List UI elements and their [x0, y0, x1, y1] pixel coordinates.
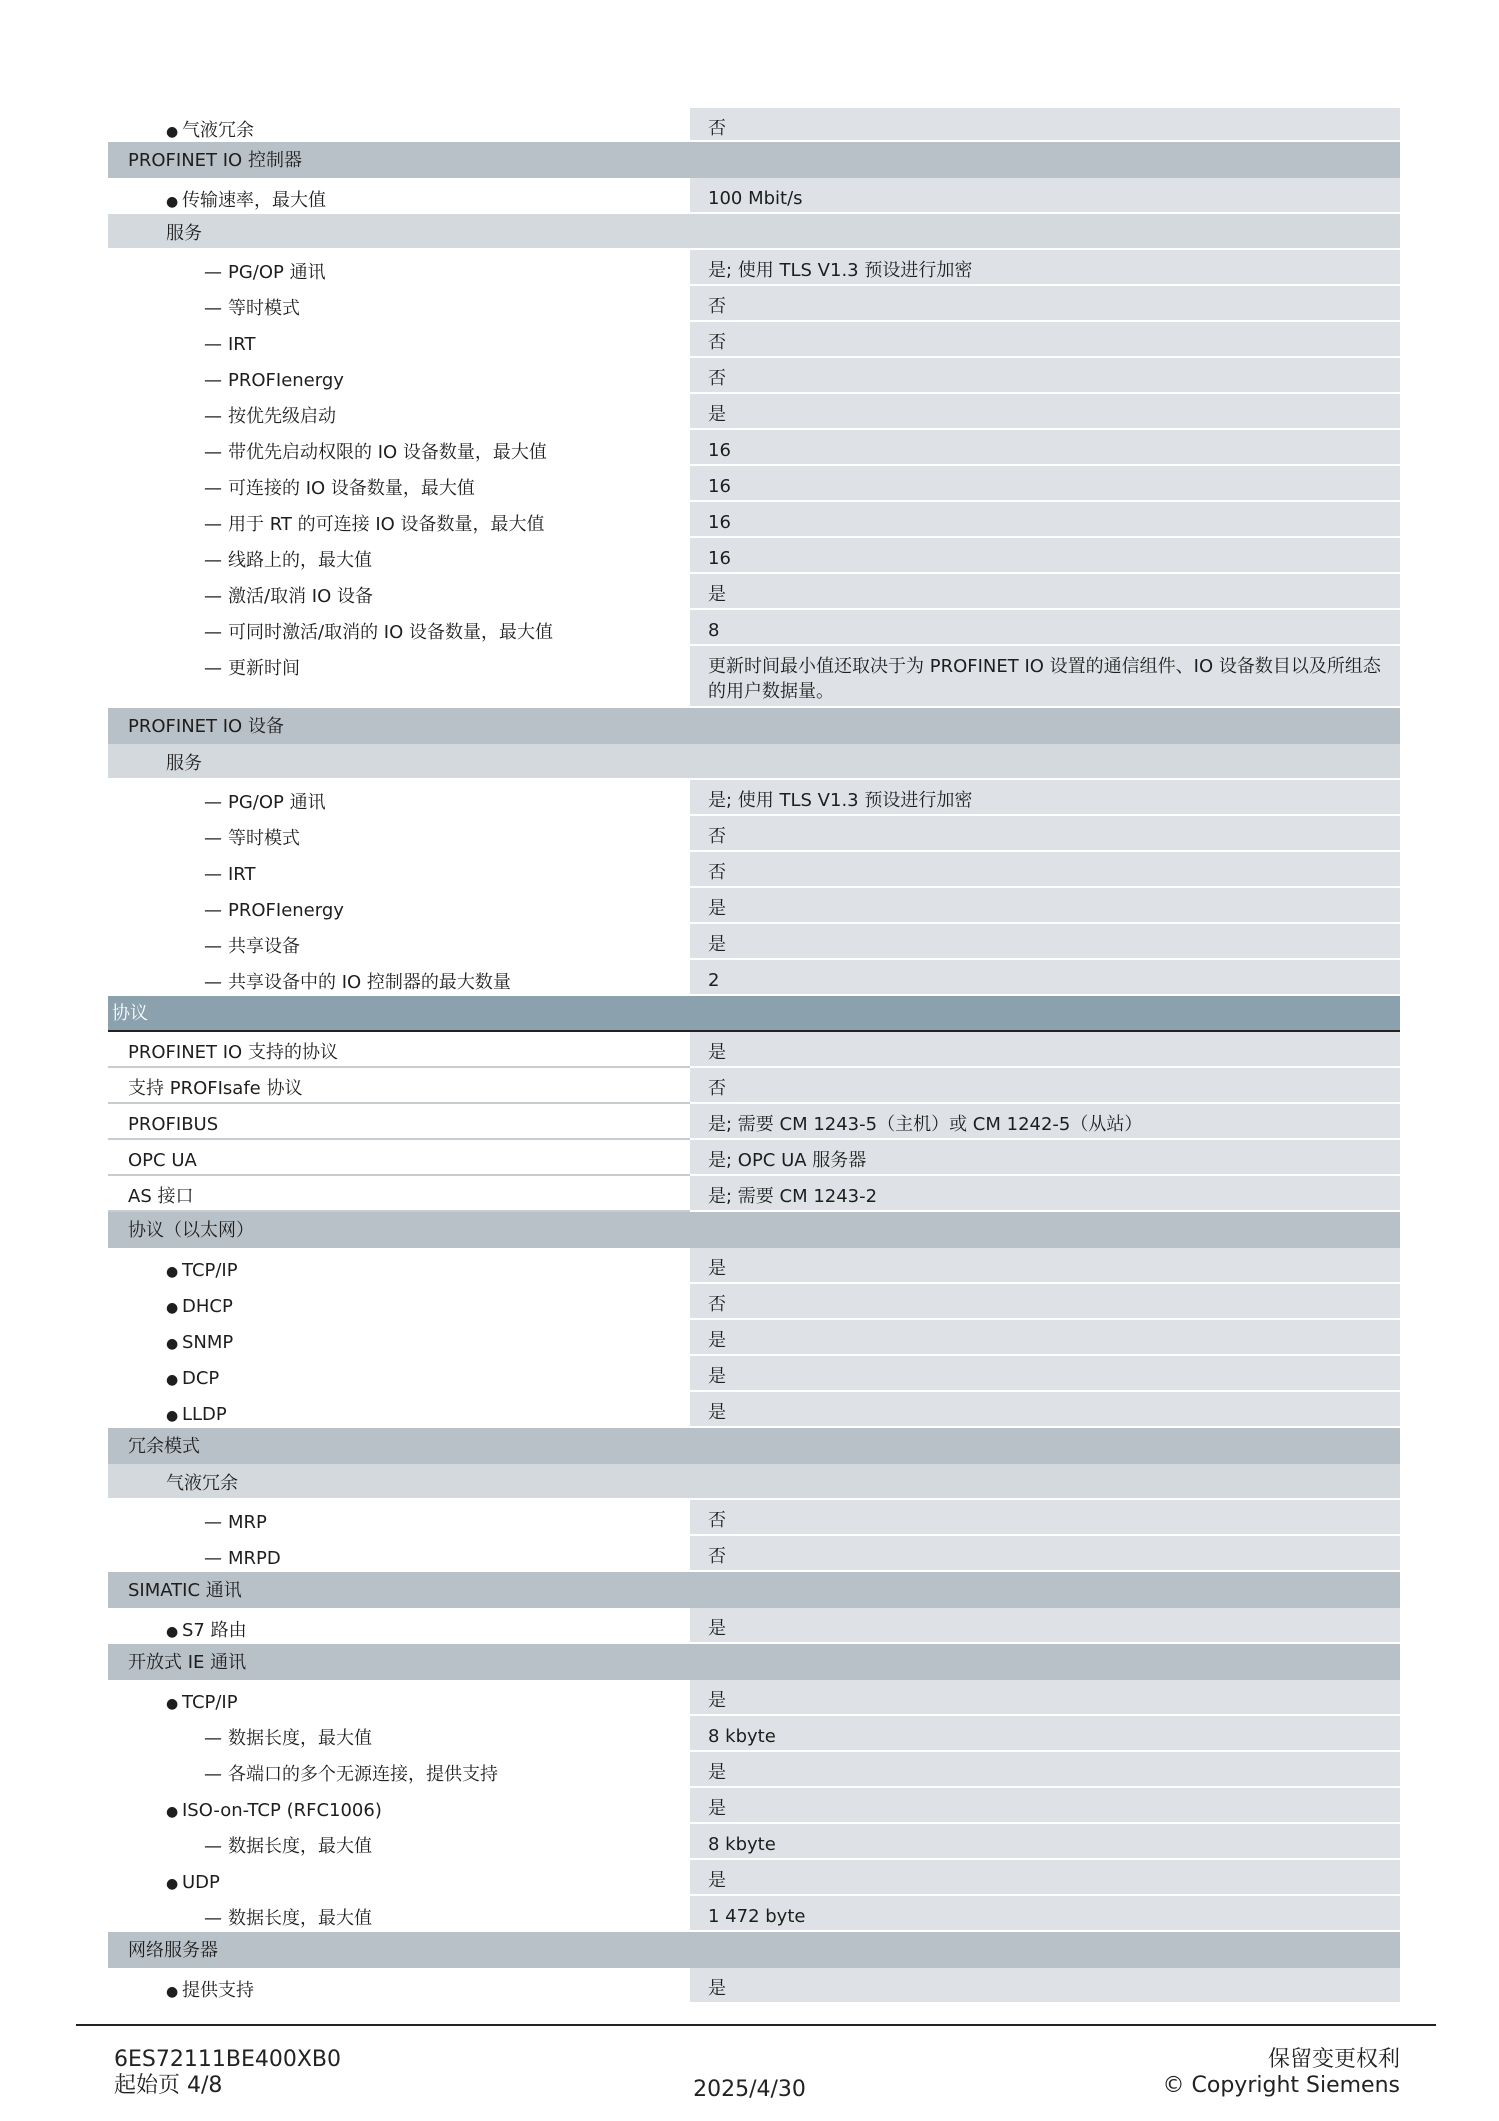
dash-marker: —: [204, 370, 222, 391]
spec-row: [108, 960, 1400, 996]
spec-label: [108, 852, 690, 888]
spec-row: [108, 1392, 1400, 1428]
spec-label: [108, 888, 690, 924]
spec-row: [108, 1284, 1400, 1320]
spec-label: [108, 538, 690, 574]
footer-rule: [76, 2024, 1436, 2026]
bullet-icon: ●: [166, 1264, 179, 1280]
spec-label-text: 共享设备中的 IO 控制器的最大数量: [228, 972, 511, 993]
section-title: 气液冗余: [166, 1473, 238, 1494]
spec-value: 更新时间最小值还取决于为 PROFINET IO 设置的通信组件、IO 设备数目以及所组态的用户数据量。: [690, 646, 1400, 708]
spec-label: [108, 1608, 690, 1644]
rights-notice: 保留变更权利: [1267, 2047, 1400, 2072]
dash-marker: —: [204, 406, 222, 427]
spec-row: [108, 250, 1400, 286]
spec-value: 是; 需要 CM 1243-5（主机）或 CM 1242-5（从站）: [690, 1104, 1400, 1140]
spec-row: [108, 466, 1400, 502]
section-title: 协议（以太网）: [128, 1220, 254, 1241]
spec-label: [108, 1068, 690, 1104]
spec-value: 否: [690, 108, 1400, 142]
spec-label-text: 等时模式: [228, 828, 300, 849]
spec-row: [108, 1068, 1400, 1104]
spec-label: [108, 1824, 690, 1860]
spec-value: 是: [690, 1608, 1400, 1644]
dash-marker: —: [204, 1548, 222, 1569]
spec-row: [108, 1716, 1400, 1752]
spec-label-text: 支持 PROFIsafe 协议: [128, 1078, 303, 1099]
spec-label-text: 提供支持: [182, 1980, 254, 2001]
spec-row: [108, 780, 1400, 816]
spec-label: [108, 502, 690, 538]
spec-row: [108, 286, 1400, 322]
spec-label-text: 传输速率，最大值: [182, 190, 326, 211]
spec-label-text: IRT: [228, 864, 256, 885]
section-header: [108, 1572, 1400, 1608]
spec-value: 8 kbyte: [690, 1824, 1400, 1860]
spec-row: [108, 108, 1400, 142]
footer-date: 2025/4/30: [693, 2077, 806, 2102]
spec-value: 是; 使用 TLS V1.3 预设进行加密: [690, 250, 1400, 286]
spec-label: [108, 1860, 690, 1896]
section-header: [108, 708, 1400, 744]
spec-label: [108, 1320, 690, 1356]
section-title: SIMATIC 通讯: [128, 1580, 242, 1601]
spec-label-text: PG/OP 通讯: [228, 792, 326, 813]
spec-label: [108, 1176, 690, 1212]
dash-marker: —: [204, 442, 222, 463]
spec-value: 是; 使用 TLS V1.3 预设进行加密: [690, 780, 1400, 816]
subsection-header: [108, 744, 1400, 780]
spec-row: [108, 1536, 1400, 1572]
dash-marker: —: [204, 1512, 222, 1533]
spec-row: [108, 1896, 1400, 1932]
section-header: [108, 1428, 1400, 1464]
spec-label: [108, 430, 690, 466]
spec-label-text: 线路上的，最大值: [228, 550, 372, 571]
spec-label: [108, 394, 690, 430]
spec-label: [108, 108, 690, 142]
spec-label-text: S7 路由: [182, 1620, 247, 1641]
section-title: 冗余模式: [128, 1436, 200, 1457]
bullet-icon: ●: [166, 1408, 179, 1424]
spec-row: [108, 610, 1400, 646]
spec-label-text: PROFINET IO 支持的协议: [128, 1042, 338, 1063]
spec-row: [108, 1752, 1400, 1788]
section-header: [108, 142, 1400, 178]
spec-label: [108, 960, 690, 996]
spec-label-text: 按优先级启动: [228, 406, 336, 427]
spec-row: [108, 1176, 1400, 1212]
dash-marker: —: [204, 1728, 222, 1749]
spec-label: [108, 1500, 690, 1536]
spec-value: 否: [690, 1284, 1400, 1320]
spec-row: [108, 538, 1400, 574]
spec-label-text: IRT: [228, 334, 256, 355]
spec-label: [108, 322, 690, 358]
spec-label-text: 数据长度，最大值: [228, 1908, 372, 1929]
spec-label: [108, 250, 690, 286]
spec-row: [108, 430, 1400, 466]
page-number: 起始页 4/8: [114, 2073, 223, 2098]
spec-label-text: AS 接口: [128, 1186, 194, 1207]
spec-label: [108, 1680, 690, 1716]
spec-label-text: 各端口的多个无源连接，提供支持: [228, 1764, 498, 1785]
spec-value: 是: [690, 1356, 1400, 1392]
footer-right: [1163, 2047, 1400, 2099]
spec-row: [108, 1824, 1400, 1860]
spec-label-text: TCP/IP: [182, 1260, 238, 1281]
spec-label: [108, 358, 690, 394]
bullet-icon: ●: [166, 1372, 179, 1388]
spec-label: [108, 924, 690, 960]
spec-value: 是: [690, 1032, 1400, 1068]
spec-row: [108, 1140, 1400, 1176]
spec-label: [108, 1968, 690, 2004]
copyright-notice: © Copyright Siemens: [1162, 2073, 1400, 2098]
subsection-header: [108, 1464, 1400, 1500]
spec-label: [108, 1356, 690, 1392]
spec-label-text: 更新时间: [228, 658, 300, 679]
spec-value: 是: [690, 1680, 1400, 1716]
spec-row: [108, 1356, 1400, 1392]
spec-label-text: 数据长度，最大值: [228, 1836, 372, 1857]
spec-value: 是: [690, 1860, 1400, 1896]
spec-row: [108, 322, 1400, 358]
spec-row: [108, 1032, 1400, 1068]
spec-label-text: 用于 RT 的可连接 IO 设备数量，最大值: [228, 514, 545, 535]
spec-value: 是: [690, 924, 1400, 960]
spec-label-text: 带优先启动权限的 IO 设备数量，最大值: [228, 442, 547, 463]
dash-marker: —: [204, 298, 222, 319]
bullet-icon: ●: [166, 1804, 179, 1820]
dash-marker: —: [204, 972, 222, 993]
spec-label: [108, 178, 690, 214]
dash-marker: —: [204, 550, 222, 571]
section-title: 服务: [166, 753, 202, 774]
spec-row: [108, 502, 1400, 538]
spec-label-text: OPC UA: [128, 1150, 197, 1171]
section-header: [108, 1212, 1400, 1248]
spec-value: 8 kbyte: [690, 1716, 1400, 1752]
spec-label: [108, 610, 690, 646]
spec-value: 是: [690, 888, 1400, 924]
dash-marker: —: [204, 792, 222, 813]
spec-value: 是: [690, 574, 1400, 610]
spec-row: [108, 888, 1400, 924]
spec-label: [108, 1896, 690, 1932]
dash-marker: —: [204, 1908, 222, 1929]
spec-value: 否: [690, 286, 1400, 322]
dash-marker: —: [204, 334, 222, 355]
spec-row: [108, 358, 1400, 394]
spec-row: [108, 394, 1400, 430]
spec-label: [108, 1392, 690, 1428]
dash-marker: —: [204, 828, 222, 849]
section-title: PROFINET IO 设备: [128, 716, 284, 737]
dash-marker: —: [204, 586, 222, 607]
spec-value: 16: [690, 538, 1400, 574]
spec-label-text: TCP/IP: [182, 1692, 238, 1713]
section-title: 网络服务器: [128, 1940, 218, 1961]
spec-label-text: ISO-on-TCP (RFC1006): [182, 1800, 382, 1821]
spec-row: [108, 646, 1400, 708]
subsection-header: [108, 214, 1400, 250]
spec-label-text: 激活/取消 IO 设备: [228, 586, 373, 607]
dash-marker: —: [204, 514, 222, 535]
spec-row: [108, 1680, 1400, 1716]
spec-value: 100 Mbit/s: [690, 178, 1400, 214]
spec-label-text: MRPD: [228, 1548, 281, 1569]
spec-label: [108, 1536, 690, 1572]
spec-row: [108, 178, 1400, 214]
spec-label-text: 可连接的 IO 设备数量，最大值: [228, 478, 475, 499]
bullet-icon: ●: [166, 1300, 179, 1316]
section-title: 协议: [112, 1003, 148, 1024]
dash-marker: —: [204, 864, 222, 885]
category-header: [108, 996, 1400, 1032]
spec-value: 16: [690, 430, 1400, 466]
bullet-icon: ●: [166, 1624, 179, 1640]
spec-value: 否: [690, 816, 1400, 852]
spec-row: [108, 574, 1400, 610]
bullet-icon: ●: [166, 1696, 179, 1712]
spec-value: 是: [690, 1968, 1400, 2004]
dash-marker: —: [204, 622, 222, 643]
spec-label: [108, 1716, 690, 1752]
spec-label: [108, 1140, 690, 1176]
spec-label: [108, 1032, 690, 1068]
spec-value: 是: [690, 394, 1400, 430]
spec-label-text: PG/OP 通讯: [228, 262, 326, 283]
spec-label-text: PROFIBUS: [128, 1114, 219, 1135]
spec-row: [108, 816, 1400, 852]
spec-label-text: MRP: [228, 1512, 267, 1533]
spec-value: 是: [690, 1248, 1400, 1284]
spec-value: 是: [690, 1788, 1400, 1824]
dash-marker: —: [204, 1836, 222, 1857]
dash-marker: —: [204, 262, 222, 283]
spec-value: 是: [690, 1752, 1400, 1788]
spec-label: [108, 816, 690, 852]
spec-value: 是; 需要 CM 1243-2: [690, 1176, 1400, 1212]
spec-label: [108, 1788, 690, 1824]
spec-label: [108, 780, 690, 816]
spec-row: [108, 1608, 1400, 1644]
section-header: [108, 1644, 1400, 1680]
spec-row: [108, 1248, 1400, 1284]
section-title: PROFINET IO 控制器: [128, 150, 302, 171]
spec-value: 8: [690, 610, 1400, 646]
spec-row: [108, 924, 1400, 960]
spec-label-text: PROFIenergy: [228, 370, 344, 391]
dash-marker: —: [204, 658, 222, 679]
spec-value: 否: [690, 358, 1400, 394]
spec-label-text: PROFIenergy: [228, 900, 344, 921]
spec-label: [108, 466, 690, 502]
spec-label-text: 等时模式: [228, 298, 300, 319]
spec-label-text: UDP: [182, 1872, 220, 1893]
spec-row: [108, 1788, 1400, 1824]
dash-marker: —: [204, 936, 222, 957]
spec-label-text: SNMP: [182, 1332, 234, 1353]
spec-value: 否: [690, 1536, 1400, 1572]
spec-value: 16: [690, 466, 1400, 502]
spec-label-text: DHCP: [182, 1296, 233, 1317]
order-number: 6ES72111BE400XB0: [114, 2047, 341, 2072]
spec-label: [108, 1752, 690, 1788]
spec-label-text: DCP: [182, 1368, 220, 1389]
spec-label-text: 共享设备: [228, 936, 300, 957]
spec-value: 否: [690, 322, 1400, 358]
spec-value: 16: [690, 502, 1400, 538]
spec-value: 是; OPC UA 服务器: [690, 1140, 1400, 1176]
spec-label: [108, 574, 690, 610]
bullet-icon: ●: [166, 124, 179, 140]
spec-label: [108, 646, 690, 708]
spec-value: 是: [690, 1320, 1400, 1356]
spec-label-text: LLDP: [182, 1404, 227, 1425]
dash-marker: —: [204, 1764, 222, 1785]
spec-value: 否: [690, 1500, 1400, 1536]
spec-value: 1 472 byte: [690, 1896, 1400, 1932]
spec-label-text: 可同时激活/取消的 IO 设备数量，最大值: [228, 622, 553, 643]
section-header: [108, 1932, 1400, 1968]
spec-value: 否: [690, 852, 1400, 888]
section-title: 开放式 IE 通讯: [128, 1652, 247, 1673]
spec-label: [108, 1284, 690, 1320]
spec-label-text: 气液冗余: [182, 120, 254, 141]
spec-row: [108, 1104, 1400, 1140]
spec-row: [108, 1320, 1400, 1356]
spec-row: [108, 852, 1400, 888]
spec-table: [108, 108, 1400, 2004]
spec-value: 是: [690, 1392, 1400, 1428]
spec-value: 否: [690, 1068, 1400, 1104]
spec-label: [108, 286, 690, 322]
spec-row: [108, 1860, 1400, 1896]
spec-value: 2: [690, 960, 1400, 996]
bullet-icon: ●: [166, 194, 179, 210]
dash-marker: —: [204, 900, 222, 921]
bullet-icon: ●: [166, 1336, 179, 1352]
bullet-icon: ●: [166, 1876, 179, 1892]
spec-row: [108, 1968, 1400, 2004]
spec-label: [108, 1104, 690, 1140]
spec-label: [108, 1248, 690, 1284]
spec-label-text: 数据长度，最大值: [228, 1728, 372, 1749]
dash-marker: —: [204, 478, 222, 499]
section-title: 服务: [166, 223, 202, 244]
spec-row: [108, 1500, 1400, 1536]
bullet-icon: ●: [166, 1984, 179, 2000]
